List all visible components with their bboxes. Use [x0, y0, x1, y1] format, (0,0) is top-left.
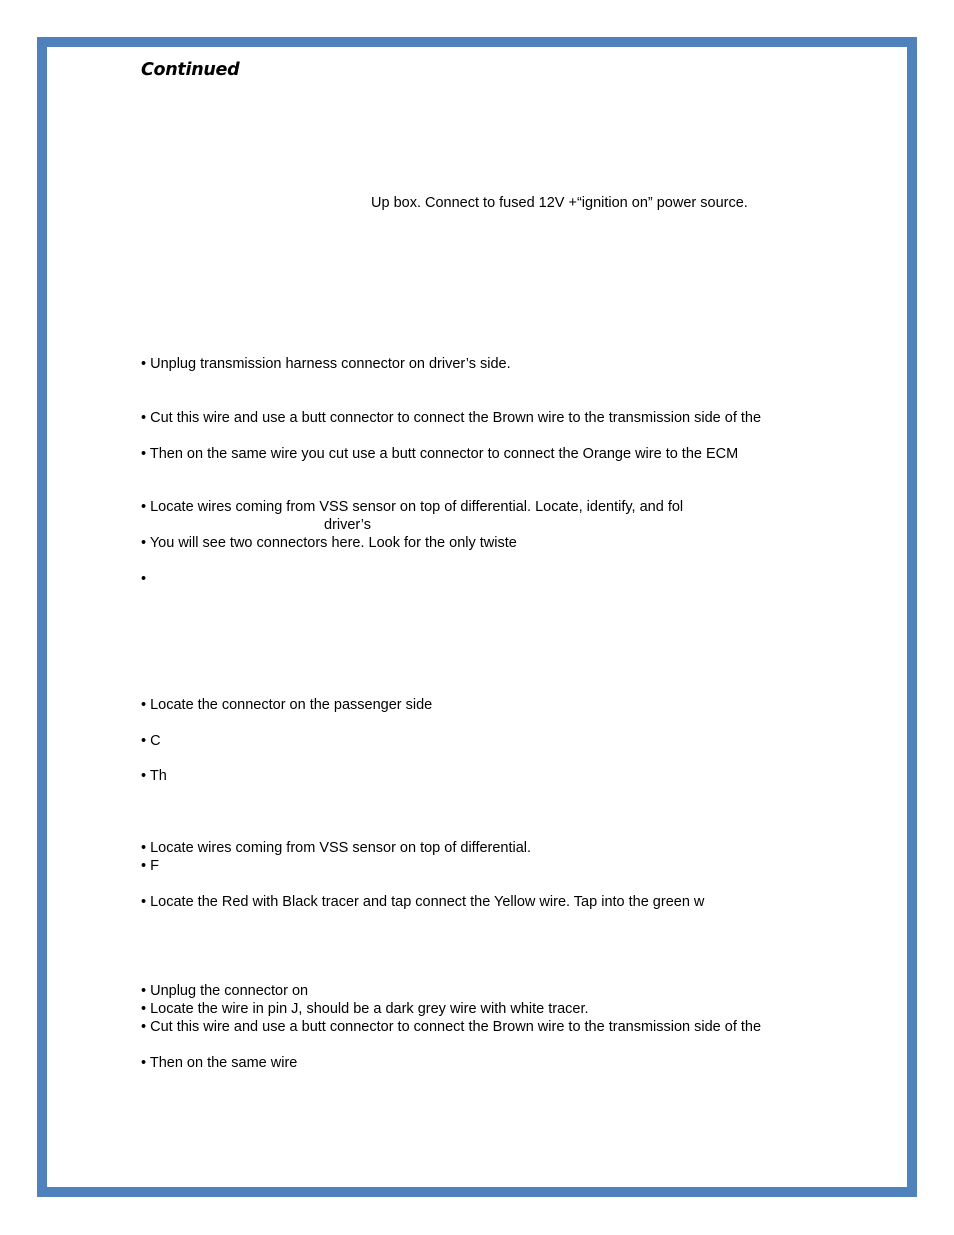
text-line: • Th: [141, 768, 167, 784]
text-line: •: [141, 571, 147, 587]
text-line: • Locate wires coming from VSS sensor on top of differential. Locate, identify, and fol: [141, 499, 684, 515]
text-line: • Unplug the connector on: [141, 983, 309, 999]
text-line: • Locate wires coming from VSS sensor on top of differential.: [141, 840, 532, 856]
text-line: • You will see two connectors here. Look for the only twiste: [141, 535, 517, 551]
text-line: driver’s: [324, 517, 372, 533]
section-heading: Continued: [141, 60, 240, 80]
text-line: • C: [141, 733, 161, 749]
text-line: • Cut this wire and use a butt connector to connect the Brown wire to the transmission side of the: [141, 410, 762, 426]
text-line: Up box. Connect to fused 12V +“ignition on” power source.: [371, 195, 748, 211]
text-line: • Locate the wire in pin J, should be a dark grey wire with white tracer.: [141, 1001, 589, 1017]
text-line: • Unplug transmission harness connector on driver’s side.: [141, 356, 511, 372]
text-line: • Then on the same wire you cut use a butt connector to connect the Orange wire to the ECM: [141, 446, 739, 462]
text-line: • Locate the connector on the passenger side: [141, 697, 433, 713]
text-line: • Cut this wire and use a butt connector to connect the Brown wire to the transmission side of the: [141, 1019, 762, 1035]
text-line: • F: [141, 858, 159, 874]
text-line: • Locate the Red with Black tracer and tap connect the Yellow wire. Tap into the green w: [141, 894, 705, 910]
text-line: • Then on the same wire: [141, 1055, 298, 1071]
